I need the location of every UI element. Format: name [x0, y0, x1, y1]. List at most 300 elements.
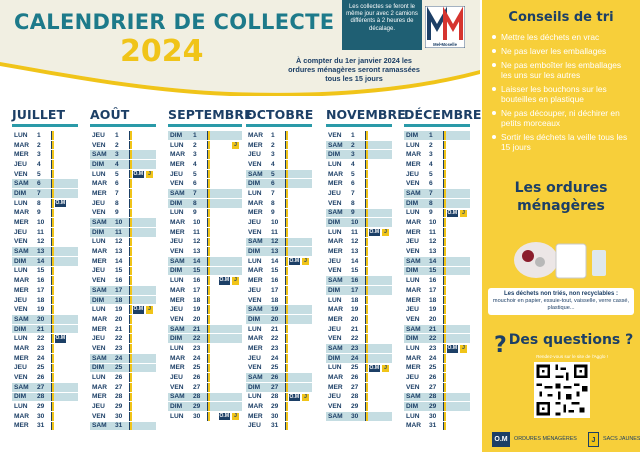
- day-cell: [207, 228, 242, 237]
- weekday-label: LUN: [406, 209, 420, 217]
- day-number: 26: [193, 374, 201, 382]
- day-row: [90, 199, 156, 209]
- day-number: 20: [115, 315, 123, 323]
- day-cell: [285, 296, 312, 305]
- weekday-label: LUN: [14, 335, 28, 343]
- weekday-label: DIM: [170, 131, 183, 139]
- day-number: 2: [115, 141, 119, 149]
- day-marker: [286, 238, 288, 247]
- day-row: [326, 160, 392, 170]
- day-row: [168, 402, 242, 412]
- tip-item: Ne pas découper, ni déchirer en petits morceaux: [492, 108, 634, 128]
- day-number: 27: [37, 383, 45, 391]
- day-row: [246, 257, 312, 267]
- day-cell: [51, 354, 78, 363]
- day-cell: [365, 364, 392, 373]
- day-cell: [129, 238, 156, 247]
- day-marker: [208, 228, 210, 237]
- day-marker: [52, 383, 54, 392]
- day-marker: [286, 160, 288, 169]
- day-marker: [286, 218, 288, 227]
- day-cell: [207, 383, 242, 392]
- day-cell: [285, 286, 312, 295]
- weekday-label: SAM: [328, 344, 343, 352]
- day-number: 10: [429, 219, 437, 227]
- day-marker: [286, 189, 288, 198]
- day-number: 14: [193, 257, 201, 265]
- day-marker: [366, 170, 368, 179]
- day-number: 22: [193, 335, 201, 343]
- day-cell: [285, 170, 312, 179]
- day-row: [404, 257, 470, 267]
- weekday-label: LUN: [406, 141, 420, 149]
- day-cell: [443, 238, 470, 247]
- day-marker: [52, 247, 54, 256]
- day-marker: [130, 393, 132, 402]
- day-cell: [51, 228, 78, 237]
- day-row: [326, 199, 392, 209]
- tip-item: Ne pas laver les emballages: [492, 46, 634, 56]
- day-marker: [208, 296, 210, 305]
- weekday-label: MER: [328, 315, 343, 323]
- day-number: 4: [37, 160, 41, 168]
- month-underline: [326, 124, 392, 127]
- day-row: [404, 189, 470, 199]
- weekday-label: DIM: [406, 199, 419, 207]
- weekday-label: DIM: [328, 286, 341, 294]
- day-number: 31: [271, 422, 279, 430]
- day-marker: [52, 373, 54, 382]
- day-row: [90, 160, 156, 170]
- day-number: 30: [193, 412, 201, 420]
- day-cell: [365, 344, 392, 353]
- weekday-label: DIM: [170, 267, 183, 275]
- day-cell: [285, 412, 312, 421]
- questions-title: Des questions ?: [508, 332, 634, 348]
- day-row: [326, 141, 392, 151]
- day-row: [90, 305, 156, 315]
- tip-item: Laisser les bouchons sur les bouteilles en plastique: [492, 84, 634, 104]
- day-row: [404, 354, 470, 364]
- day-row: [326, 286, 392, 296]
- day-number: 19: [271, 306, 279, 314]
- weekday-label: LUN: [92, 374, 106, 382]
- day-marker: [366, 209, 368, 218]
- day-marker: [444, 199, 446, 208]
- day-number: 18: [351, 296, 359, 304]
- day-cell: [443, 383, 470, 392]
- day-number: 29: [193, 403, 201, 411]
- day-marker: [444, 218, 446, 227]
- month-column: [12, 107, 78, 431]
- day-number: 29: [271, 403, 279, 411]
- day-row: [90, 209, 156, 219]
- day-cell: [443, 257, 470, 266]
- day-row: [90, 267, 156, 277]
- day-row: [90, 218, 156, 228]
- day-cell: [207, 364, 242, 373]
- day-row: [168, 364, 242, 374]
- day-cell: [129, 228, 156, 237]
- day-number: 7: [37, 189, 41, 197]
- day-row: [12, 170, 78, 180]
- question-icon: ?: [494, 333, 507, 358]
- weekday-label: VEN: [406, 383, 420, 391]
- day-row: [404, 325, 470, 335]
- day-number: 3: [37, 151, 41, 159]
- day-cell: [365, 354, 392, 363]
- day-row: [326, 354, 392, 364]
- day-number: 30: [271, 412, 279, 420]
- day-cell: [443, 199, 470, 208]
- day-marker: [366, 383, 368, 392]
- day-row: [168, 315, 242, 325]
- weekday-label: MAR: [248, 267, 264, 275]
- day-marker: [444, 364, 446, 373]
- day-marker: [208, 393, 210, 402]
- day-cell: [443, 296, 470, 305]
- day-cell: [207, 179, 242, 188]
- day-cell: [129, 150, 156, 159]
- questions-subtitle: Rendez-vous sur le site de l'Agglo !: [536, 354, 608, 359]
- day-marker: [52, 305, 54, 314]
- day-row: [246, 209, 312, 219]
- day-row: [404, 179, 470, 189]
- weekday-label: LUN: [92, 170, 106, 178]
- day-marker: [52, 131, 54, 140]
- day-row: [168, 150, 242, 160]
- day-number: 11: [271, 228, 278, 236]
- day-cell: [285, 150, 312, 159]
- day-cell: [129, 422, 156, 431]
- weekday-label: MAR: [14, 277, 30, 285]
- day-marker: [286, 179, 288, 188]
- day-marker: [444, 412, 446, 421]
- day-row: [12, 179, 78, 189]
- day-marker: [130, 179, 132, 188]
- day-number: 30: [37, 412, 45, 420]
- day-cell: [207, 296, 242, 305]
- day-cell: [365, 267, 392, 276]
- day-marker: [444, 354, 446, 363]
- day-cell: [129, 160, 156, 169]
- weekday-label: MER: [248, 344, 263, 352]
- weekday-label: DIM: [92, 228, 105, 236]
- day-marker: [366, 141, 368, 150]
- day-number: 2: [193, 141, 197, 149]
- day-cell: [443, 393, 470, 402]
- day-number: 6: [351, 180, 355, 188]
- weekday-label: SAM: [328, 277, 343, 285]
- tip-item: Sortir les déchets la veille tous les 15 jours: [492, 132, 634, 152]
- day-cell: [129, 247, 156, 256]
- day-row: [404, 238, 470, 248]
- weekday-label: SAM: [406, 257, 421, 265]
- weekday-label: MAR: [328, 170, 344, 178]
- weekday-label: SAM: [248, 170, 263, 178]
- day-marker: [130, 276, 132, 285]
- weekday-label: SAM: [14, 383, 29, 391]
- day-number: 7: [271, 189, 275, 197]
- day-row: [12, 364, 78, 374]
- day-cell: [365, 373, 392, 382]
- weekday-label: DIM: [406, 267, 419, 275]
- day-marker: [130, 141, 132, 150]
- day-marker: [286, 141, 288, 150]
- day-number: 16: [429, 277, 437, 285]
- weekday-label: LUN: [14, 199, 28, 207]
- day-cell: [51, 325, 78, 334]
- day-cell: [207, 305, 242, 314]
- day-number: 24: [193, 354, 201, 362]
- day-marker: [208, 170, 210, 179]
- day-cell: [285, 422, 312, 431]
- day-row: [12, 402, 78, 412]
- weekday-label: JEU: [406, 374, 419, 382]
- om-badge: O.M: [369, 364, 379, 371]
- weekday-label: JEU: [170, 306, 183, 314]
- day-row: [404, 286, 470, 296]
- yellow-bag-badge: J: [382, 365, 389, 373]
- day-row: [404, 228, 470, 238]
- day-marker: [208, 305, 210, 314]
- day-cell: [365, 238, 392, 247]
- yellow-bag-badge: J: [146, 306, 153, 314]
- day-number: 25: [37, 364, 45, 372]
- day-number: 28: [115, 393, 123, 401]
- day-number: 30: [429, 412, 437, 420]
- day-cell: [129, 393, 156, 402]
- day-marker: [208, 334, 210, 343]
- day-cell: [129, 402, 156, 411]
- weekday-label: SAM: [170, 325, 185, 333]
- day-cell: [365, 131, 392, 140]
- day-marker: [286, 344, 288, 353]
- legend-j-badge: J: [588, 432, 599, 447]
- day-number: 13: [429, 248, 437, 256]
- om-badge: O.M: [219, 412, 229, 419]
- weekday-label: DIM: [170, 335, 183, 343]
- day-marker: [52, 267, 54, 276]
- day-marker: [286, 354, 288, 363]
- day-row: [326, 247, 392, 257]
- weekday-label: SAM: [406, 325, 421, 333]
- day-number: 28: [37, 393, 45, 401]
- day-row: [12, 228, 78, 238]
- day-number: 26: [37, 374, 45, 382]
- day-marker: [286, 276, 288, 285]
- day-cell: [285, 179, 312, 188]
- day-cell: [285, 276, 312, 285]
- day-marker: [444, 247, 446, 256]
- day-row: [404, 315, 470, 325]
- day-cell: [285, 305, 312, 314]
- day-marker: [208, 141, 210, 150]
- day-marker: [130, 344, 132, 353]
- day-marker: [444, 170, 446, 179]
- weekday-label: MAR: [248, 199, 264, 207]
- tips-list: [492, 32, 634, 156]
- day-number: 25: [271, 364, 279, 372]
- day-number: 2: [351, 141, 355, 149]
- weekday-label: SAM: [248, 374, 263, 382]
- weekday-label: JEU: [328, 257, 341, 265]
- day-row: [90, 150, 156, 160]
- day-marker: [130, 228, 132, 237]
- day-row: [326, 131, 392, 141]
- day-cell: [207, 267, 242, 276]
- day-marker: [286, 199, 288, 208]
- weekday-label: DIM: [328, 219, 341, 227]
- day-number: 29: [115, 403, 123, 411]
- day-row: [246, 334, 312, 344]
- day-number: 19: [429, 306, 437, 314]
- logo-text: Mel•Moselle: [433, 42, 457, 47]
- day-marker: [208, 199, 210, 208]
- day-number: 18: [429, 296, 437, 304]
- day-cell: [365, 393, 392, 402]
- day-row: [404, 422, 470, 432]
- day-row: [90, 179, 156, 189]
- day-number: 29: [429, 403, 437, 411]
- weekday-label: MER: [170, 228, 185, 236]
- day-cell: [365, 305, 392, 314]
- day-number: 22: [115, 335, 123, 343]
- month-underline: [168, 124, 242, 127]
- day-cell: [443, 402, 470, 411]
- weekday-label: MER: [14, 354, 29, 362]
- day-cell: [285, 267, 312, 276]
- day-marker: [130, 412, 132, 421]
- day-row: [326, 276, 392, 286]
- day-number: 19: [351, 306, 359, 314]
- yellow-bag-badge: J: [146, 171, 153, 179]
- day-marker: [208, 160, 210, 169]
- day-row: [246, 383, 312, 393]
- day-number: 11: [429, 228, 436, 236]
- weekday-label: MAR: [406, 286, 422, 294]
- day-number: 3: [429, 151, 433, 159]
- day-number: 25: [193, 364, 201, 372]
- day-marker: [52, 170, 54, 179]
- weekday-label: SAM: [170, 393, 185, 401]
- day-number: 12: [429, 238, 437, 246]
- day-number: 16: [271, 277, 279, 285]
- day-marker: [52, 402, 54, 411]
- weekday-label: MAR: [14, 412, 30, 420]
- day-number: 2: [271, 141, 275, 149]
- day-number: 24: [429, 354, 437, 362]
- day-row: [168, 325, 242, 335]
- day-marker: [444, 267, 446, 276]
- weekday-label: JEU: [248, 286, 261, 294]
- weekday-label: JEU: [92, 131, 105, 139]
- qr-code-icon[interactable]: [534, 362, 590, 418]
- weekday-label: MER: [14, 219, 29, 227]
- day-marker: [286, 334, 288, 343]
- day-number: 22: [271, 335, 279, 343]
- day-marker: [366, 296, 368, 305]
- weekday-label: VEN: [406, 248, 420, 256]
- weekday-label: MAR: [328, 238, 344, 246]
- day-row: [12, 160, 78, 170]
- day-cell: [285, 364, 312, 373]
- month-underline: [90, 124, 156, 127]
- day-cell: [51, 267, 78, 276]
- weekday-label: VEN: [170, 248, 184, 256]
- day-number: 19: [193, 306, 201, 314]
- day-row: [326, 412, 392, 422]
- day-marker: [286, 296, 288, 305]
- day-number: 13: [37, 248, 45, 256]
- day-cell: [129, 305, 156, 314]
- weekday-label: LUN: [328, 228, 342, 236]
- day-cell: [285, 325, 312, 334]
- day-marker: [366, 238, 368, 247]
- day-cell: [365, 228, 392, 237]
- day-number: 27: [193, 383, 201, 391]
- day-row: [246, 286, 312, 296]
- day-marker: [366, 276, 368, 285]
- day-cell: [443, 150, 470, 159]
- day-marker: [52, 160, 54, 169]
- day-number: 20: [351, 315, 359, 323]
- day-marker: [208, 267, 210, 276]
- day-cell: [443, 141, 470, 150]
- day-marker: [208, 238, 210, 247]
- weekday-label: JEU: [170, 170, 183, 178]
- weekday-label: DIM: [92, 364, 105, 372]
- day-cell: [129, 218, 156, 227]
- weekday-label: DIM: [406, 131, 419, 139]
- day-row: [246, 131, 312, 141]
- day-cell: [365, 296, 392, 305]
- day-cell: [129, 364, 156, 373]
- weekday-label: SAM: [14, 315, 29, 323]
- day-cell: [365, 325, 392, 334]
- day-row: [168, 257, 242, 267]
- legend-om-badge: O.M: [492, 432, 510, 447]
- day-number: 21: [37, 325, 45, 333]
- weekday-label: DIM: [92, 160, 105, 168]
- day-marker: [52, 286, 54, 295]
- weekday-label: SAM: [406, 393, 421, 401]
- day-cell: [207, 141, 242, 150]
- day-marker: [130, 422, 132, 431]
- weekday-label: DIM: [248, 383, 261, 391]
- day-cell: [443, 305, 470, 314]
- day-number: 12: [37, 238, 45, 246]
- day-cell: [365, 402, 392, 411]
- day-marker: [286, 228, 288, 237]
- day-number: 27: [115, 383, 123, 391]
- day-row: [326, 364, 392, 374]
- day-marker: [286, 209, 288, 218]
- day-marker: [366, 131, 368, 140]
- day-marker: [208, 383, 210, 392]
- weekday-label: JEU: [406, 238, 419, 246]
- day-marker: [130, 209, 132, 218]
- weekday-label: MER: [14, 286, 29, 294]
- day-number: 24: [271, 354, 279, 362]
- month-underline: [246, 124, 312, 127]
- day-row: [90, 131, 156, 141]
- weekday-label: LUN: [406, 412, 420, 420]
- day-row: [246, 150, 312, 160]
- day-number: 12: [193, 238, 201, 246]
- info-box: Les collectes se feront le même jour avec 2 camions différents à 2 heures de décalage.: [342, 0, 422, 50]
- day-row: [168, 276, 242, 286]
